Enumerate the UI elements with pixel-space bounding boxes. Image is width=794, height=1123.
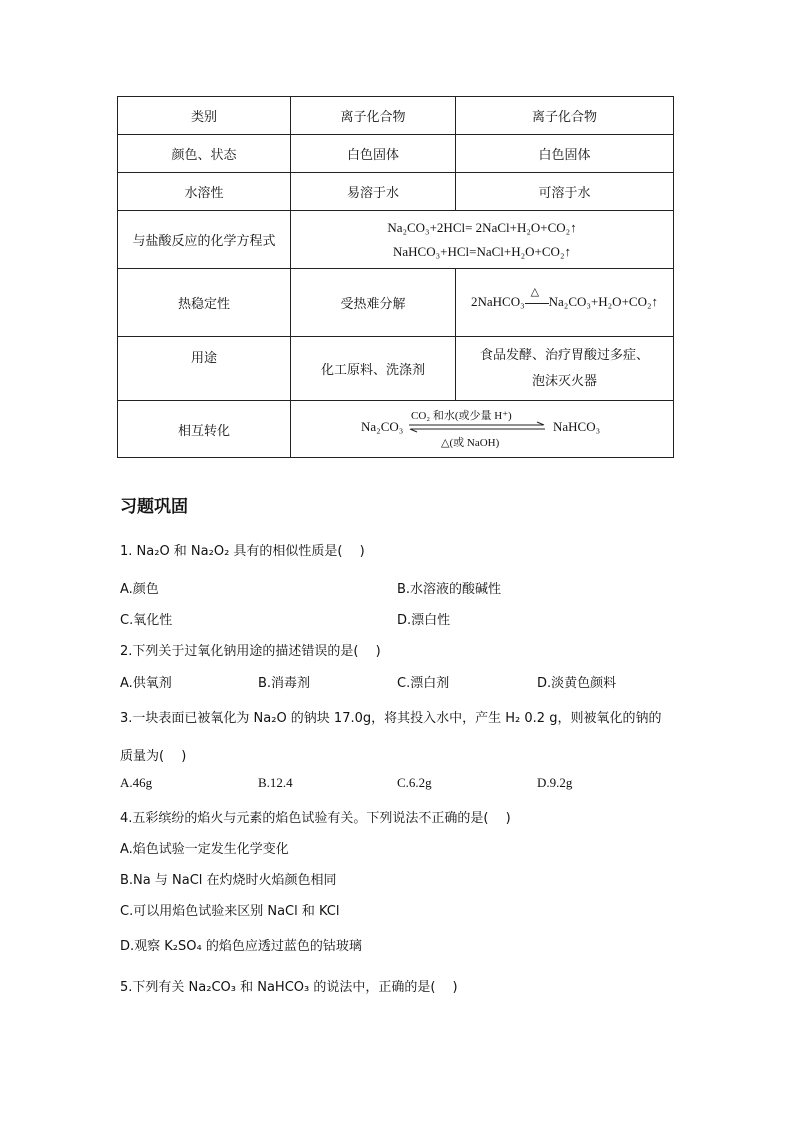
cell-nahco3: 可溶于水 bbox=[456, 173, 674, 211]
question-3-stem: 3.一块表面已被氧化为 Na₂O 的钠块 17.0g，将其投入水中，产生 H₂ 0.2 g，则被氧化的钠的 bbox=[120, 711, 662, 726]
cell-nahco3 bbox=[456, 269, 674, 337]
cell-na2co3: 受热难分解 bbox=[291, 269, 456, 337]
row-label: 类别 bbox=[118, 97, 291, 135]
conversion-right: NaHCO₃ bbox=[553, 419, 601, 434]
use-line-1: 食品发酵、治疗胃酸过多症、 bbox=[479, 347, 649, 363]
question-4-option-b: B.Na 与 NaCl 在灼烧时火焰颜色相同 bbox=[120, 873, 337, 888]
question-1-option-c: C.氧化性 bbox=[120, 613, 173, 628]
row-label: 热稳定性 bbox=[118, 269, 291, 337]
question-2-option-a: A.供氧剂 bbox=[120, 676, 172, 691]
question-3-stem-continued: 质量为( ) bbox=[120, 749, 187, 764]
question-2-option-c: C.漂白剂 bbox=[397, 676, 450, 691]
conversion-cell bbox=[291, 401, 674, 458]
question-1-option-a: A.颜色 bbox=[120, 582, 159, 597]
question-2-option-b: B.消毒剂 bbox=[258, 676, 311, 691]
cell-na2co3: 离子化合物 bbox=[291, 97, 456, 135]
decomposition-equation bbox=[471, 285, 658, 310]
table-row bbox=[118, 135, 674, 173]
question-1-option-d: D.漂白性 bbox=[397, 613, 451, 628]
conversion-forward-condition: CO₂ 和水(或少量 H⁺) bbox=[411, 410, 512, 422]
comparison-table bbox=[117, 96, 674, 458]
reactant: 2NaHCO₃ bbox=[471, 294, 525, 310]
conversion-reverse-condition: △(或 NaOH) bbox=[441, 437, 500, 449]
cell-na2co3: 白色固体 bbox=[291, 135, 456, 173]
equation-nahco3: NaHCO₃+HCl=NaCl+H₂O+CO₂↑ bbox=[393, 243, 571, 259]
question-5-stem: 5.下列有关 Na₂CO₃ 和 NaHCO₃ 的说法中，正确的是( ) bbox=[120, 980, 458, 995]
use-line-2: 泡沫灭火器 bbox=[531, 373, 597, 389]
row-label: 相互转化 bbox=[118, 401, 291, 458]
equation-na2co3: Na₂CO₃+2HCl= 2NaCl+H₂O+CO₂↑ bbox=[387, 219, 577, 235]
equation-cell bbox=[291, 211, 674, 269]
table-row bbox=[118, 401, 674, 458]
row-label: 水溶性 bbox=[118, 173, 291, 211]
question-1-option-b: B.水溶液的酸碱性 bbox=[397, 582, 502, 597]
question-3-option-d: D.9.2g bbox=[537, 775, 573, 790]
row-label: 颜色、状态 bbox=[118, 135, 291, 173]
reversible-arrow-icon bbox=[407, 421, 547, 433]
row-label: 用途 bbox=[118, 337, 291, 401]
row-label: 与盐酸反应的化学方程式 bbox=[118, 211, 291, 269]
question-1-stem: 1. Na₂O 和 Na₂O₂ 具有的相似性质是( ) bbox=[120, 544, 365, 559]
question-4-option-d: D.观察 K₂SO₄ 的焰色应透过蓝色的钴玻璃 bbox=[120, 939, 362, 954]
cell-na2co3: 易溶于水 bbox=[291, 173, 456, 211]
table-row bbox=[118, 269, 674, 337]
cell-na2co3: 化工原料、洗涤剂 bbox=[291, 337, 456, 401]
conversion-left: Na₂CO₃ bbox=[361, 419, 404, 434]
cell-nahco3 bbox=[456, 337, 674, 401]
question-2-option-d: D.淡黄色颜料 bbox=[537, 676, 617, 691]
table-row bbox=[118, 337, 674, 401]
conversion-diagram bbox=[291, 401, 673, 457]
cell-nahco3: 离子化合物 bbox=[456, 97, 674, 135]
question-4-option-a: A.焰色试验一定发生化学变化 bbox=[120, 842, 289, 857]
table-row bbox=[118, 173, 674, 211]
heat-symbol: △ bbox=[530, 285, 540, 298]
products: Na₂CO₃+H₂O+CO₂↑ bbox=[548, 294, 658, 310]
question-4-stem: 4.五彩缤纷的焰火与元素的焰色试验有关。下列说法不正确的是( ) bbox=[120, 811, 511, 826]
heat-arrow bbox=[525, 285, 549, 311]
question-3-option-c: C.6.2g bbox=[397, 775, 432, 790]
question-4-option-c: C.可以用焰色试验来区别 NaCl 和 KCl bbox=[120, 904, 340, 919]
cell-nahco3: 白色固体 bbox=[456, 135, 674, 173]
table-row bbox=[118, 211, 674, 269]
question-2-stem: 2.下列关于过氧化钠用途的描述错误的是( ) bbox=[120, 644, 381, 659]
question-3-option-b: B.12.4 bbox=[258, 775, 293, 790]
question-3-option-a: A.46g bbox=[120, 775, 153, 790]
section-title: 习题巩固 bbox=[120, 497, 188, 517]
table-row bbox=[118, 97, 674, 135]
